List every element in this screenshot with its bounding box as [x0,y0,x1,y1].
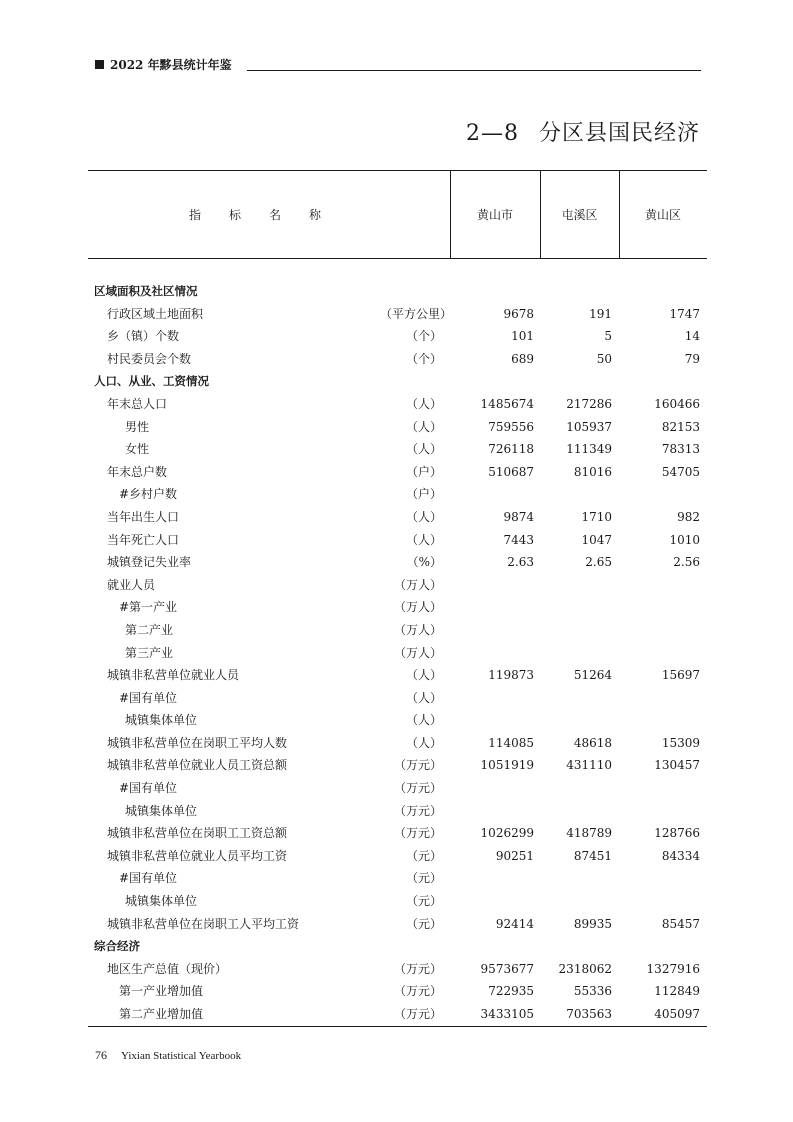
unit-cell: （人） [405,690,442,705]
table-row [0,506,793,529]
value-huangshan-district: 130457 [654,758,700,773]
value-tunxi: 2.65 [585,555,612,570]
unit-cell: （万元） [393,1007,442,1021]
section-row [0,370,793,393]
indicator-name: 地区生产总值（现价） [107,961,228,976]
header-rule [247,70,701,71]
table-row [0,483,793,506]
value-huangshan-city: 119873 [488,668,534,683]
unit-cell: （人） [405,509,442,524]
unit-cell: （元） [405,916,442,931]
value-huangshan-district: 405097 [654,1007,700,1021]
unit-cell: （人） [405,396,442,411]
value-huangshan-district: 54705 [661,464,700,479]
table-row [0,664,793,687]
value-huangshan-district: 14 [684,329,700,344]
value-huangshan-district: 112849 [654,984,700,999]
value-huangshan-city: 1026299 [480,826,534,841]
indicator-name: 第三产业 [125,645,174,660]
indicator-name: 城镇非私营单位在岗职工人平均工资 [107,916,300,931]
value-huangshan-city: 9573677 [480,961,534,976]
indicator-name: 城镇登记失业率 [107,555,192,570]
table-header-rule [88,258,707,259]
unit-cell: （平方公里） [380,306,453,321]
table-number: 2—8 [465,121,519,146]
unit-cell: （万元） [393,758,442,773]
indicator-name: 当年死亡人口 [107,532,180,547]
unit-cell: （万元） [393,961,442,976]
running-header [95,56,232,73]
unit-cell: （万元） [393,984,442,999]
table-row [0,913,793,936]
table-row [0,687,793,710]
unit-cell: （户） [405,464,442,479]
indicator-name: 行政区域土地面积 [107,306,204,321]
value-huangshan-district: 79 [684,351,700,366]
value-tunxi: 703563 [566,1007,612,1021]
value-tunxi: 431110 [566,758,612,773]
value-tunxi: 50 [596,351,612,366]
value-huangshan-city: 7443 [503,532,534,547]
unit-cell: （万元） [393,826,442,841]
value-huangshan-district: 982 [677,509,700,524]
table-row [0,325,793,348]
unit-cell: （万人） [393,600,442,615]
running-title: 2022 年黟县统计年鉴 [110,58,232,72]
unit-cell: （万人） [393,645,442,660]
unit-cell: （个） [405,351,442,366]
indicator-name: 城镇集体单位 [125,803,198,818]
value-huangshan-district: 2.56 [673,555,700,570]
section-row [0,280,793,303]
unit-cell: （人） [405,532,442,547]
table-row [0,619,793,642]
value-huangshan-district: 78313 [661,442,700,457]
table-row [0,461,793,484]
unit-cell: （人） [405,735,442,750]
table-row [0,438,793,461]
value-huangshan-city: 759556 [488,419,534,434]
value-tunxi: 89935 [573,916,612,931]
table-row [0,754,793,777]
value-tunxi: 217286 [566,396,612,411]
unit-cell: （元） [405,871,442,886]
table-title [466,116,700,147]
table-row [0,574,793,597]
value-tunxi: 1710 [581,509,612,524]
indicator-name: 综合经济 [94,939,140,954]
value-tunxi: 5 [604,329,612,344]
table-row [0,1003,793,1026]
table-row [0,800,793,823]
square-bullet-icon [95,60,104,69]
indicator-name: 年末总人口 [107,396,168,411]
indicator-name: 城镇非私营单位在岗职工平均人数 [107,735,288,750]
indicator-name: 区域面积及社区情况 [94,284,198,298]
value-huangshan-district: 160466 [654,396,700,411]
unit-cell: （人） [405,419,442,434]
indicator-name: 男性 [125,419,150,434]
column-header-huangshan-city: 黄山市 [476,208,513,222]
indicator-name: 村民委员会个数 [107,351,192,366]
table-row [0,867,793,890]
table-row [0,732,793,755]
indicator-name: #国有单位 [119,781,178,796]
value-huangshan-city: 114085 [488,735,534,750]
indicator-name: #乡村户数 [119,487,178,502]
indicator-name: 城镇集体单位 [125,894,198,909]
value-tunxi: 2318062 [558,961,612,976]
table-row [0,709,793,732]
table-title-text: 分区县国民经济 [538,121,700,146]
unit-cell: （人） [405,442,442,457]
value-tunxi: 105937 [566,419,612,434]
value-tunxi: 51264 [573,668,612,683]
value-huangshan-district: 1327916 [646,961,700,976]
table-row [0,529,793,552]
value-huangshan-district: 82153 [661,419,700,434]
table-body [0,280,793,1026]
table-row [0,596,793,619]
value-huangshan-city: 2.63 [507,555,534,570]
column-header-indicator: 指标名称 [188,208,349,222]
value-huangshan-city: 510687 [488,464,534,479]
section-row [0,935,793,958]
indicator-name: 第一产业增加值 [119,984,204,999]
table-row [0,845,793,868]
indicator-name: 女性 [125,442,150,457]
value-huangshan-district: 15309 [661,735,700,750]
value-huangshan-city: 90251 [495,848,534,863]
unit-cell: （人） [405,668,442,683]
unit-cell: （个） [405,329,442,344]
indicator-name: 城镇非私营单位在岗职工工资总额 [107,826,288,841]
unit-cell: （万人） [393,622,442,637]
indicator-name: 乡（镇）个数 [107,329,180,344]
table-row [0,551,793,574]
indicator-name: 第二产业增加值 [119,1007,204,1021]
value-tunxi: 55336 [573,984,612,999]
value-tunxi: 81016 [573,464,612,479]
value-huangshan-city: 9678 [503,306,534,321]
indicator-name: #第一产业 [119,600,178,615]
value-huangshan-city: 92414 [495,916,534,931]
value-tunxi: 191 [589,306,612,321]
indicator-name: 城镇非私营单位就业人员工资总额 [107,758,288,773]
table-row [0,393,793,416]
value-huangshan-city: 1485674 [480,396,534,411]
indicator-name: 年末总户数 [107,464,168,479]
table-row [0,890,793,913]
table-row [0,642,793,665]
table-row [0,822,793,845]
value-tunxi: 111349 [566,442,612,457]
unit-cell: （万元） [393,803,442,818]
value-tunxi: 48618 [573,735,612,750]
value-huangshan-city: 9874 [503,509,534,524]
value-tunxi: 1047 [581,532,612,547]
indicator-name: 当年出生人口 [107,509,180,524]
table-row [0,980,793,1003]
indicator-name: 第二产业 [125,622,174,637]
unit-cell: （元） [405,894,442,909]
page-footer [95,1048,241,1063]
value-huangshan-city: 1051919 [480,758,534,773]
book-title: Yixian Statistical Yearbook [121,1050,242,1062]
table-row [0,958,793,981]
table-bottom-rule [88,1026,707,1027]
unit-cell: （元） [405,848,442,863]
page-number: 76 [95,1048,107,1062]
value-huangshan-district: 1747 [669,306,700,321]
table-row [0,777,793,800]
value-tunxi: 418789 [566,826,612,841]
indicator-name: 城镇集体单位 [125,713,198,728]
indicator-name: #国有单位 [119,690,178,705]
value-huangshan-city: 101 [511,329,534,344]
unit-cell: （户） [405,487,442,502]
column-header-huangshan-district: 黄山区 [644,208,681,222]
table-row [0,348,793,371]
value-huangshan-city: 726118 [488,442,534,457]
unit-cell: （人） [405,713,442,728]
value-huangshan-district: 84334 [661,848,700,863]
value-huangshan-district: 15697 [661,668,700,683]
table-row [0,416,793,439]
value-tunxi: 87451 [573,848,612,863]
value-huangshan-city: 689 [511,351,534,366]
value-huangshan-district: 85457 [661,916,700,931]
value-huangshan-district: 1010 [669,532,700,547]
unit-cell: （%） [406,555,442,570]
indicator-name: 城镇非私营单位就业人员 [107,668,240,683]
unit-cell: （万人） [393,577,442,592]
unit-cell: （万元） [393,781,442,796]
table-row [0,303,793,326]
value-huangshan-district: 128766 [654,826,700,841]
value-huangshan-city: 3433105 [480,1007,534,1021]
column-header-tunxi: 屯溪区 [561,208,598,222]
value-huangshan-city: 722935 [488,984,534,999]
indicator-name: #国有单位 [119,871,178,886]
indicator-name: 人口、从业、工资情况 [94,374,209,389]
indicator-name: 城镇非私营单位就业人员平均工资 [107,848,288,863]
indicator-name: 就业人员 [107,577,156,592]
table-top-rule [88,170,707,171]
